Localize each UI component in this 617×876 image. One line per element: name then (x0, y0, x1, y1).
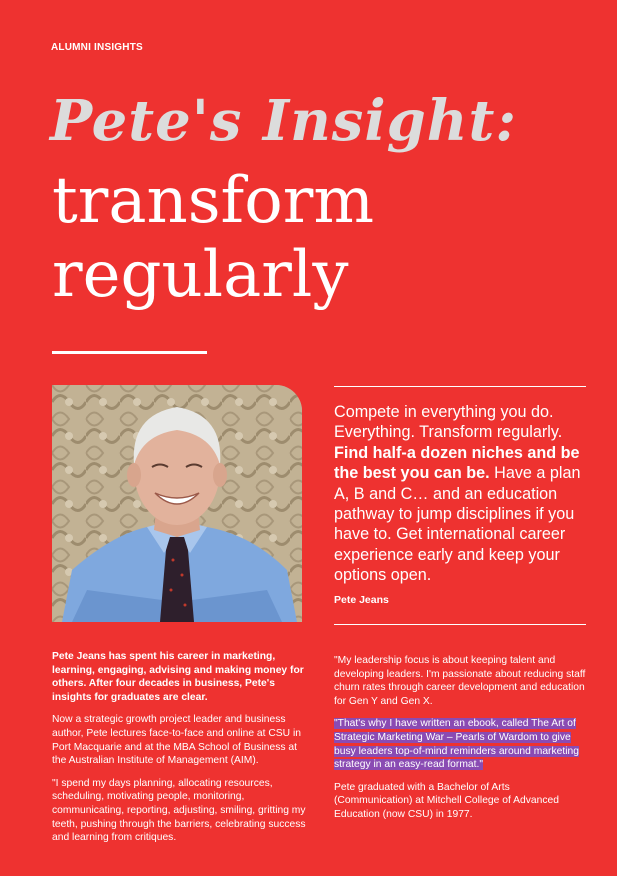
title-script: Pete's Insight: (50, 88, 518, 154)
right-column (334, 654, 586, 831)
pull-quote-part-1: Compete in everything you do. Everything. Transform regularly. (334, 403, 563, 442)
pull-quote-bold: Find half-a dozen niches and be the best you can be. (334, 443, 580, 483)
title-line-2: regularly (52, 238, 349, 312)
right-paragraph-2 (334, 717, 586, 771)
portrait-photo (52, 385, 302, 622)
highlighted-text[interactable]: "That's why I have written an ebook, called The Art of Strategic Marketing War – Pearls of Wardom to give busy leaders top-of-mind reminders around marketing strategy in an easy-read format." (334, 718, 579, 771)
right-paragraph-1: "My leadership focus is about keeping talent and developing leaders. I'm passionate about reducing staff churn rates through career development and education for Gen Y and Gen X. (334, 655, 586, 707)
quote-rule-bottom (334, 624, 586, 625)
portrait-illustration (52, 385, 302, 622)
title-line-1: transform (52, 164, 375, 238)
left-paragraph-3: "I spend my days planning, allocating resources, scheduling, motivating people, monitoring, communicating, reporting, adjusting, smiling, gritting my teeth, pushing through the barriers, celebrating success and learning from critiques. (52, 777, 306, 844)
page-title (52, 164, 374, 312)
quote-author: Pete Jeans (334, 594, 389, 606)
left-column (52, 650, 308, 854)
title-divider (52, 351, 207, 354)
quote-rule-top (334, 386, 586, 387)
left-paragraph-2: Now a strategic growth project leader and business author, Pete lectures face-to-face and online at CSU in Port Macquarie and at the MBA School of Business at the Australian Institute of Management (AIM). (52, 714, 301, 767)
left-lead-paragraph: Pete Jeans has spent his career in marketing, learning, engaging, advising and making money for others. After four decades in business, Pete's insights for graduates are clear. (52, 651, 304, 703)
pull-quote (334, 402, 586, 586)
section-label: ALUMNI INSIGHTS (51, 42, 143, 53)
right-paragraph-3: Pete graduated with a Bachelor of Arts (Communication) at Mitchell College of Advanced Education (now CSU) in 1977. (334, 781, 559, 820)
pull-quote-part-2: Have a plan A, B and C… and an education pathway to jump disciplines if you have to. Get international career experience early and keep your options open. (334, 464, 581, 585)
